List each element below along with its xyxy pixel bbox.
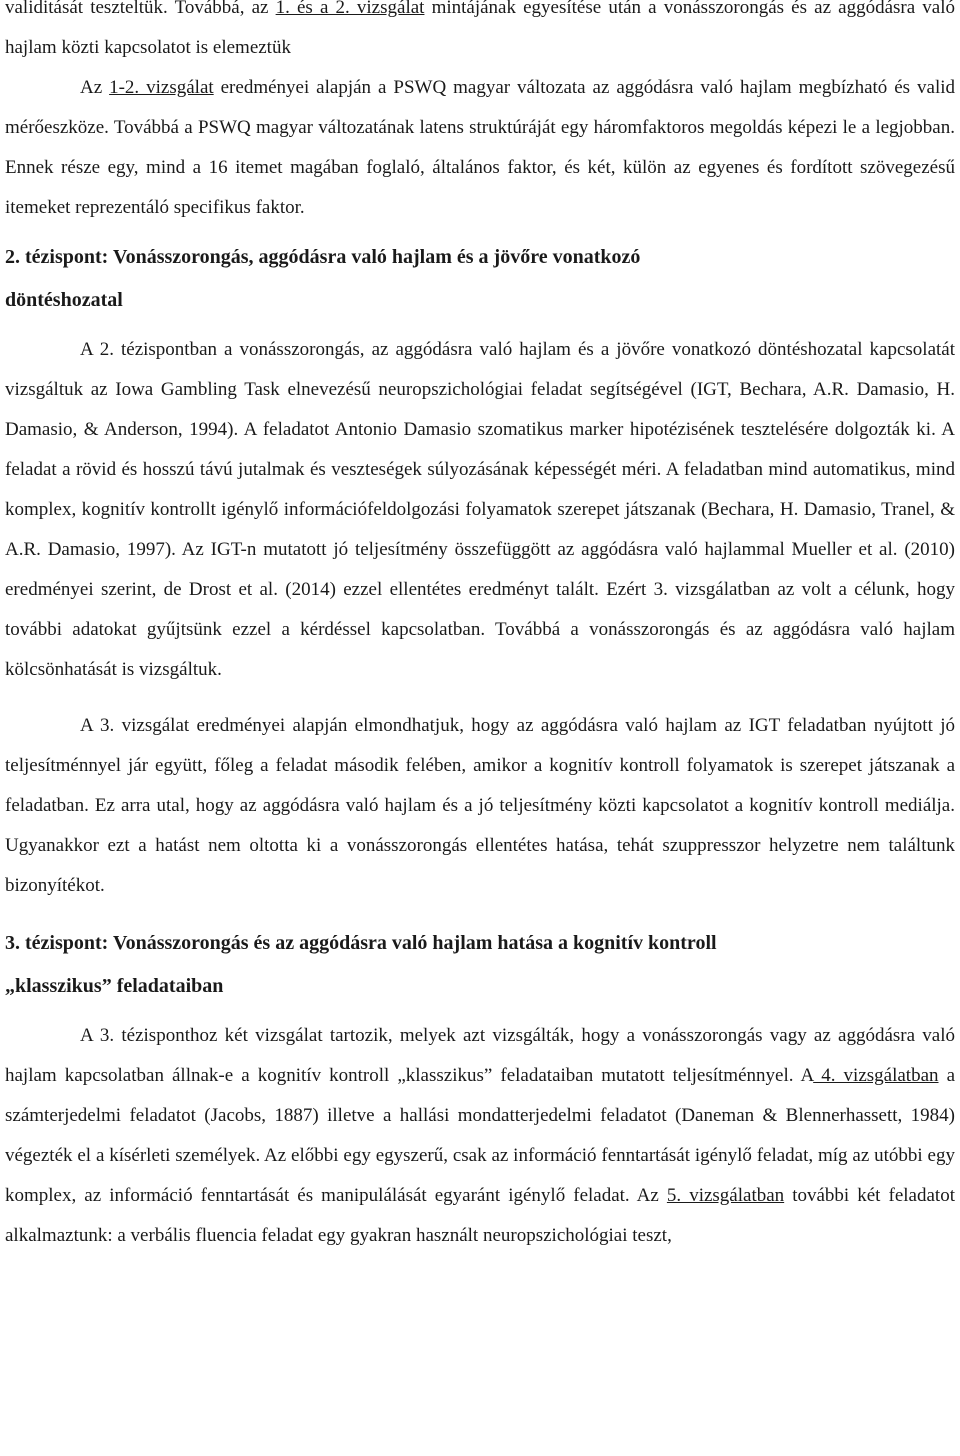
paragraph-study-3-results: A 3. vizsgálat eredményei alapján elmondhatjuk, hogy az aggódásra való hajlam az IGT feladatban nyújtott jó teljesítménnyel jár együtt, főleg a feladat második felében, amikor a kognitív kontroll folyamatok is szerepet játszanak a feladatban. Ez arra utal, hogy az aggódásra való hajlam és a jó teljesítmény közti kapcsolatot a kognitív kontroll mediálja. Ugyanakkor ezt a hatást nem oltotta ki a vonásszorongás ellentétes hatása, tehát szuppresszor helyzetre nem találtunk bizonyítékot.: [5, 715, 955, 896]
paragraph-results-1-2: Az 1-2. vizsgálat eredményei alapján a PSWQ magyar változata az aggódásra való hajlam megbízható és valid mérőeszköze. Továbbá a PSWQ magyar változatának latens struktúráját egy háromfaktoros megoldás képezi le a legjobban. Ennek része egy, mind a 16 itemet magában foglaló, általános faktor, és két, külön az egyenes és fordított szövegezésű itemeket reprezentáló specifikus faktor.: [5, 77, 955, 218]
study-ref-5: 5. vizsgálatban: [666, 1185, 785, 1206]
paragraph-thesis-2: A 2. tézispontban a vonásszorongás, az aggódásra való hajlam és a jövőre vonatkozó döntéshozatal kapcsolatát vizsgáltuk az Iowa Gambling Task elnevezésű neuropszichológiai feladat segítségével (IGT, Bechara, A.R. Damasio, H. Damasio, & Anderson, 1994). A feladatot Antonio Damasio szomatikus marker hipotézisének tesztelésére dolgozták ki. A feladat a rövid és hosszú távú jutalmak és veszteségek súlyozásának képességét méri. A feladatban mind automatikus, mind komplex, kognitív kontrollt igénylő információfeldolgozási folyamatok szerepet játszanak (Bechara, H. Damasio, Tranel, & A.R. Damasio, 1997). Az IGT-n mutatott jó teljesítmény összefüggött az aggódásra való hajlammal Mueller et al. (2010) eredményei szerint, de Drost et al. (2014) ezzel ellentétes eredményt talált. Ezért 3. vizsgálatban az volt a célunk, hogy további adatokat gyűjtsünk ezzel a kérdéssel kapcsolatban. Továbbá a vonásszorongás és az aggódásra való hajlam kölcsönhatását is vizsgáltuk.: [5, 339, 955, 680]
study-ref-4: 4. vizsgálatban: [813, 1065, 939, 1086]
thesis-3-heading: 3. tézispont: Vonásszorongás és az aggódásra való hajlam hatása a kognitív kontroll „klasszikus” feladataiban: [5, 932, 717, 997]
study-ref-1-2: 1. és a 2. vizsgálat: [275, 0, 425, 18]
paragraph-thesis-3: A 3. tézisponthoz két vizsgálat tartozik, melyek azt vizsgálták, hogy a vonásszorongás vagy az aggódásra való hajlam kapcsolatban állnak-e a kognitív kontroll „klasszikus” feladataiban mutatott teljesítménnyel. A 4. vizsgálatban a számterjedelmi feladatot (Jacobs, 1887) illetve a hallási mondatterjedelmi feladatot (Daneman & Blennerhassett, 1984) végezték el a kísérleti személyek. Az előbbi egy egyszerű, csak az információ fenntartását igénylő feladat, míg az utóbbi egy komplex, az információ fenntartását és manipulálását egyaránt igénylő feladat. Az 5. vizsgálatban további két feladatot alkalmaztunk: a verbális fluencia feladat egy gyakran használt neuropszichológiai teszt,: [5, 1025, 956, 1246]
paragraph-intro: validitását teszteltük. Továbbá, az 1. és a 2. vizsgálat mintájának egyesítése után a vonásszorongás és az aggódásra való hajlam közti kapcsolatot is elemeztük: [5, 0, 955, 68]
study-ref-1-2b: 1-2. vizsgálat: [109, 77, 214, 98]
document-page: [5, 0, 955, 1256]
thesis-2-heading: 2. tézispont: Vonásszorongás, aggódásra való hajlam és a jövőre vonatkozó döntéshozatal: [5, 246, 641, 311]
